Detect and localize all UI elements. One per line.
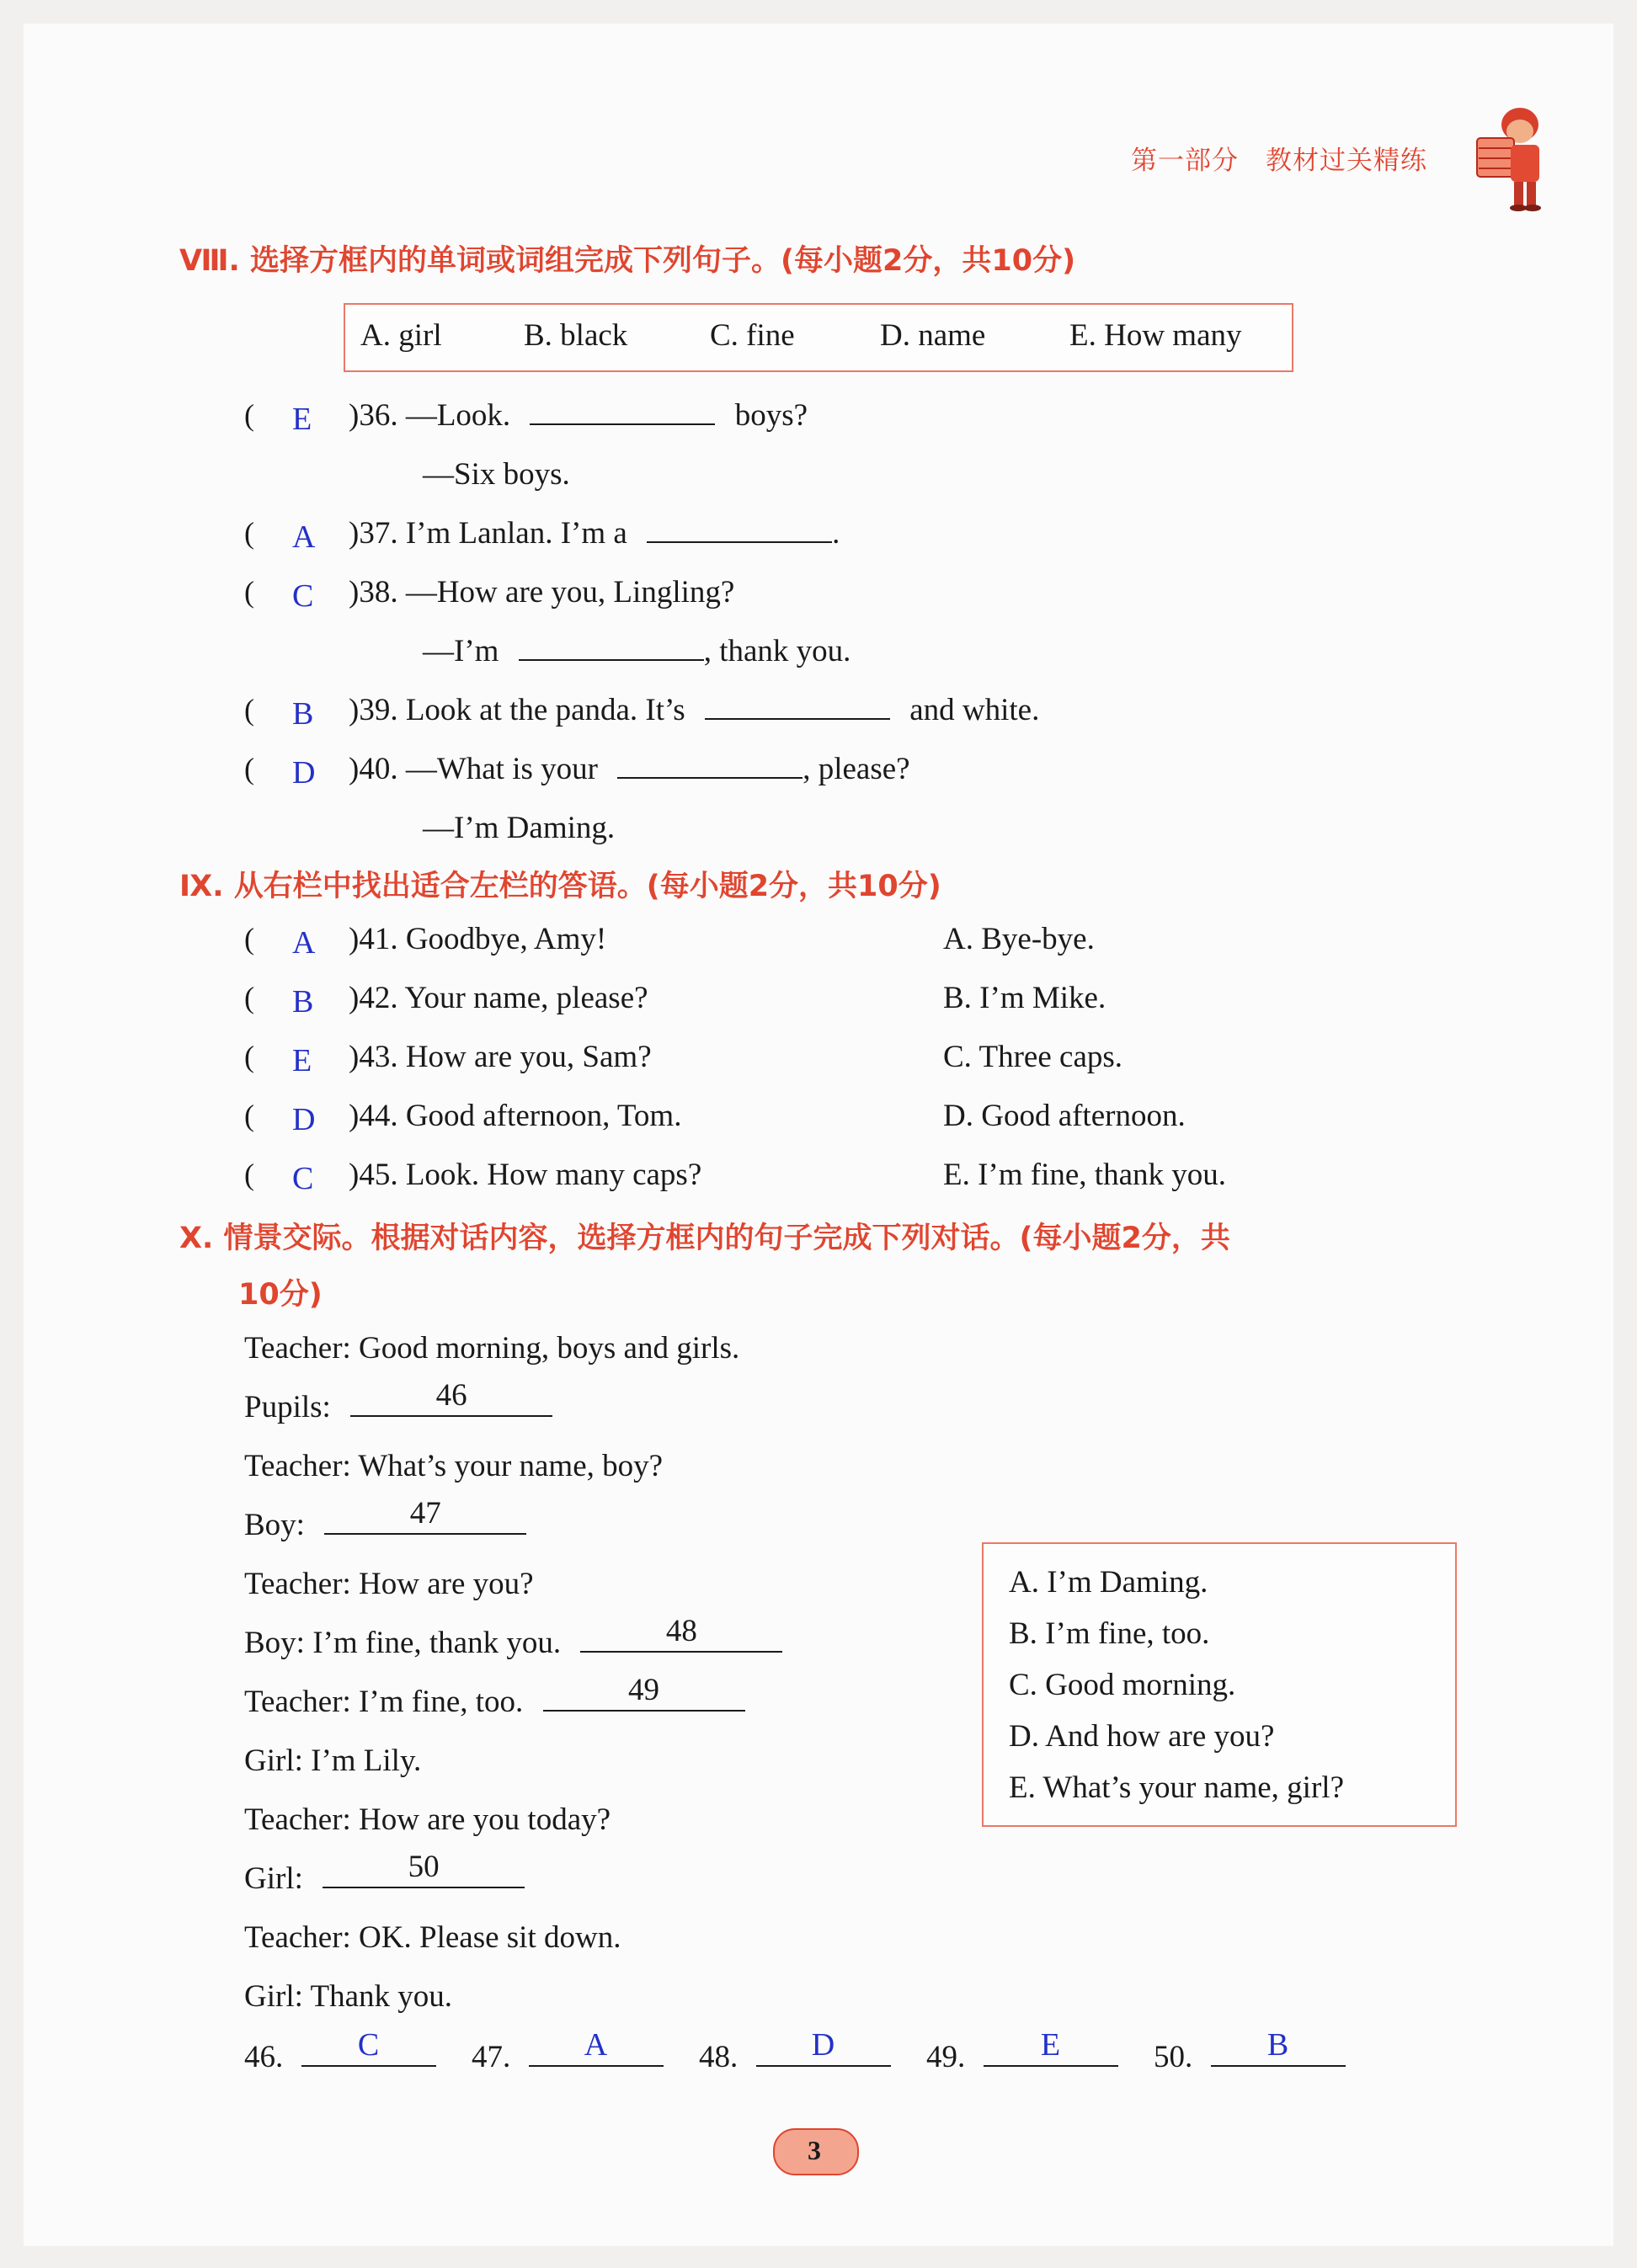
answer-row-item [472, 2027, 664, 2075]
answer-row-item [244, 2027, 436, 2075]
page-number: 3 [808, 2135, 821, 2165]
answer-number: 47. [472, 2040, 511, 2074]
question-text: I’m Lanlan. I’m a [405, 516, 627, 551]
fill-blank [530, 398, 715, 425]
answer-row-item [1154, 2027, 1346, 2075]
question-45 [349, 1157, 701, 1193]
word-option: A. girl [360, 318, 442, 353]
question-text: How are you, Sam? [405, 1040, 652, 1074]
fill-blank [647, 516, 832, 543]
answer-44: D [292, 1102, 316, 1137]
question-number: )42. [349, 981, 398, 1015]
answer-blank [1211, 2027, 1346, 2067]
dialogue-line: Teacher: How are you today? [244, 1802, 611, 1837]
answer-43: E [292, 1043, 312, 1078]
answer-number: 46. [244, 2040, 284, 2074]
dialogue-line [244, 1850, 525, 1897]
answer-blank [529, 2027, 664, 2067]
answer-number: 49. [926, 2040, 966, 2074]
question-number: )43. [349, 1040, 398, 1074]
answer-40: D [292, 755, 316, 791]
dialogue-line [244, 1614, 782, 1661]
answer-paren-open: ( [244, 693, 254, 727]
dialogue-blank [323, 1850, 525, 1888]
question-number: )45. [349, 1158, 398, 1192]
answer-blank [756, 2027, 891, 2067]
dialogue-line: Girl: Thank you. [244, 1979, 452, 2014]
question-40 [349, 751, 910, 787]
fill-blank [519, 634, 704, 661]
dialogue-line: Girl: I’m Lily. [244, 1744, 422, 1778]
blank-number: 49 [628, 1673, 660, 1707]
answer-row-item [926, 2027, 1118, 2075]
question-text: , please? [803, 752, 910, 786]
question-44 [349, 1098, 681, 1134]
section-10-title: Ⅹ. 情景交际。根据对话内容，选择方框内的句子完成下列对话。(每小题2分，共 [179, 1222, 1230, 1255]
dialogue-blank [543, 1673, 745, 1712]
dialogue-line [244, 1378, 552, 1425]
dialogue-line: Teacher: How are you? [244, 1567, 534, 1601]
answer-38: C [292, 578, 314, 614]
dialogue-speaker: Boy: [244, 1508, 305, 1542]
dialogue-line [244, 1496, 526, 1543]
question-text: —How are you, Lingling? [405, 575, 735, 610]
dialogue-speaker: Girl: [244, 1861, 303, 1896]
question-text: , thank you. [703, 634, 851, 668]
question-text: Your name, please? [404, 981, 648, 1015]
section-8-title: Ⅷ. 选择方框内的单词或词组完成下列句子。(每小题2分，共10分) [179, 244, 1076, 278]
sentence-option: D. And how are you? [1009, 1719, 1275, 1754]
sentence-option: E. What’s your name, girl? [1009, 1770, 1344, 1805]
dialogue-line: Teacher: OK. Please sit down. [244, 1920, 621, 1955]
dialogue-line [244, 1673, 745, 1720]
section-9-title: Ⅸ. 从右栏中找出适合左栏的答语。(每小题2分，共10分) [179, 870, 941, 903]
answer-paren-open: ( [244, 398, 254, 432]
section-10-title-cont: 10分) [238, 1278, 323, 1312]
question-text: Good afternoon, Tom. [405, 1099, 682, 1133]
sentence-option: C. Good morning. [1009, 1668, 1236, 1702]
fill-blank [617, 752, 803, 779]
blank-number: 48 [665, 1614, 697, 1648]
question-text: —Look. [405, 398, 511, 433]
dialogue-line: Teacher: What’s your name, boy? [244, 1449, 664, 1483]
dialogue-line: Teacher: Good morning, boys and girls. [244, 1331, 740, 1366]
answer-46: C [357, 2027, 380, 2063]
answer-41: A [292, 925, 316, 961]
answer-number: 50. [1154, 2040, 1193, 2074]
sentence-option: A. I’m Daming. [1009, 1565, 1208, 1600]
answer-48: D [811, 2027, 835, 2063]
question-number: )44. [349, 1099, 398, 1133]
word-option: B. black [524, 318, 628, 353]
dialogue-speaker: Boy: I’m fine, thank you. [244, 1626, 562, 1660]
question-number: )40. [349, 752, 398, 786]
question-42 [349, 980, 648, 1016]
question-41 [349, 921, 606, 957]
answer-36: E [292, 402, 312, 437]
dialogue-blank [324, 1496, 526, 1535]
question-text: boys? [734, 398, 808, 433]
answer-paren-open: ( [244, 1040, 254, 1073]
question-text: —What is your [405, 752, 598, 786]
question-38 [349, 574, 734, 610]
match-option: B. I’m Mike. [943, 981, 1106, 1015]
question-number: )37. [349, 516, 398, 551]
answer-paren-open: ( [244, 516, 254, 550]
sentence-option: B. I’m fine, too. [1009, 1616, 1210, 1651]
question-36 [349, 397, 808, 434]
question-text: and white. [909, 693, 1040, 727]
answer-blank [301, 2027, 436, 2067]
question-number: )38. [349, 575, 398, 610]
word-option: E. How many [1069, 318, 1242, 353]
dialogue-blank [350, 1378, 552, 1417]
question-number: )39. [349, 693, 398, 727]
answer-paren-open: ( [244, 922, 254, 956]
dialogue-speaker: Pupils: [244, 1390, 331, 1424]
fill-blank [705, 693, 890, 720]
question-37 [349, 515, 840, 551]
match-option: D. Good afternoon. [943, 1099, 1186, 1133]
question-40-reply: —I’m Daming. [423, 811, 616, 845]
word-option: C. fine [710, 318, 795, 353]
match-option: A. Bye-bye. [943, 922, 1095, 956]
question-43 [349, 1039, 652, 1075]
answer-37: A [292, 519, 316, 555]
question-36-reply: —Six boys. [423, 457, 570, 492]
answer-blank [984, 2027, 1118, 2067]
question-number: )41. [349, 922, 398, 956]
question-text: Goodbye, Amy! [405, 922, 607, 956]
dialogue-blank [580, 1614, 782, 1653]
word-option: D. name [880, 318, 986, 353]
answer-row-item [699, 2027, 891, 2075]
answer-paren-open: ( [244, 981, 254, 1014]
question-number: )36. [349, 398, 398, 433]
answer-45: C [292, 1161, 314, 1196]
answer-paren-open: ( [244, 1099, 254, 1132]
question-text: Look at the panda. It’s [405, 693, 685, 727]
mascot-icon [1474, 101, 1558, 212]
answer-49: E [1040, 2027, 1061, 2063]
blank-number: 47 [409, 1496, 441, 1531]
answer-paren-open: ( [244, 575, 254, 609]
question-text: —I’m [423, 634, 499, 668]
question-38-reply [423, 633, 850, 669]
question-text: Look. How many caps? [405, 1158, 702, 1192]
answer-number: 48. [699, 2040, 739, 2074]
answer-50: B [1266, 2027, 1289, 2063]
match-option: E. I’m fine, thank you. [943, 1158, 1226, 1192]
blank-number: 46 [435, 1378, 467, 1413]
question-39 [349, 692, 1039, 728]
dialogue-speaker: Teacher: I’m fine, too. [244, 1685, 524, 1719]
answer-47: A [584, 2027, 608, 2063]
header-text: 第一部分 教材过关精练 [1131, 146, 1427, 176]
match-option: C. Three caps. [943, 1040, 1123, 1074]
answer-paren-open: ( [244, 752, 254, 785]
blank-number: 50 [408, 1850, 440, 1884]
answer-paren-open: ( [244, 1158, 254, 1191]
question-text: . [832, 516, 840, 551]
answer-39: B [292, 696, 314, 732]
answer-42: B [292, 984, 314, 1020]
